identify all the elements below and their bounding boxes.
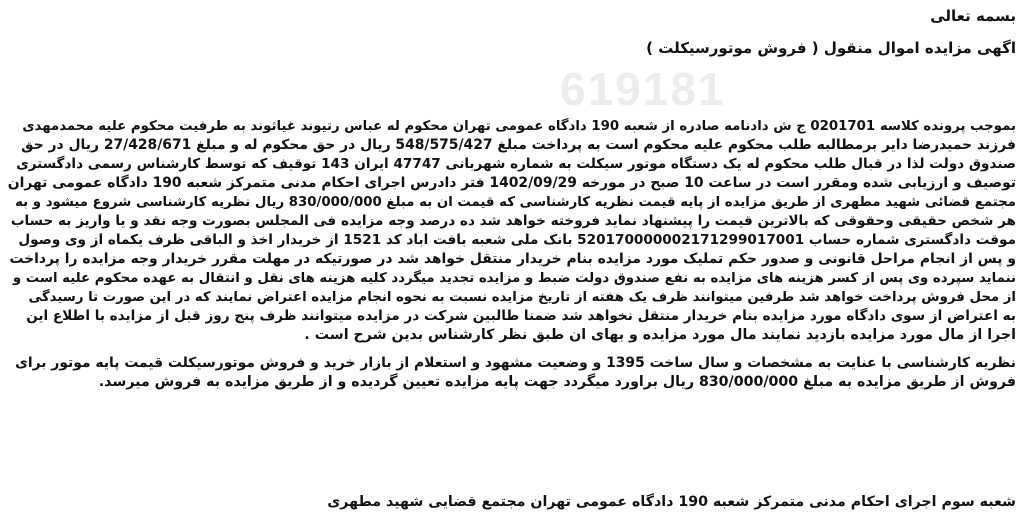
header-line-1: بسمه تعالی <box>930 7 1016 25</box>
paragraph1-line: بموجب پرونده کلاسه 0201701 ج ش دادنامه صادره از شعبه 190 دادگاه عمومی تهران محکوم له عباس رتیوند غیاثوند به طرفیت محکوم علیه محمدمهدی <box>22 119 1016 134</box>
footer-line: شعبه سوم اجرای احکام مدنی متمرکز شعبه 190 دادگاه عمومی تهران مجتمع قضایی شهید مطهری <box>327 494 1016 510</box>
paragraph1-line: ننماید سپرده وی پس از کسر هزینه های مزایده به نفع صندوق دولت ضبط و مزایده تجدید میگردد کلیه هزینه های نقل و انتقال به عهده محکوم علیه است و <box>12 271 1016 286</box>
paragraph1-line: مجتمع قضائی شهید مطهری از طریق مزایده از پایه قیمت نظریه کارشناسی که قیمت ان به مبلغ 830/000/000 ریال نظریه کارشناسی شروع میشود و به <box>15 195 1016 210</box>
paragraph1-line: از محل فروش پرداخت خواهد شد طرفین میتوانند ظرف یک هفته از تاریخ مزایده نسبت به نحوه انجام مزایده اعتراض نمایند که در این صورت تا رسیدگی <box>28 290 1016 305</box>
paragraph1-line: صندوق دولت لذا در قبال طلب محکوم له یک دستگاه موتور سیکلت به شماره شهربانی 47747 ایران 143 توقیف که توسط کارشناس رسمی دادگستری <box>16 156 1016 172</box>
paragraph2-line: نظریه کارشناسی با عنایت به مشخصات و سال ساخت 1395 و وضعیت مشهود و استعلام از بازار خرید و فروش موتورسیکلت قیمت پایه موتور برای <box>15 355 1016 371</box>
paragraph1-line: موقت دادگستری شماره حساب 520170000002171299017001 بانک ملی شعبه بافت اباد کد 1521 از خریدار اخذ و الباقی ظرف یکماه از وی وصول <box>18 232 1016 248</box>
paragraph1-line: اجرا از مال مورد مزایده بازدید نمایند مال مورد مزایده و بهای ان طبق نظر کارشناس بدین شرح است . <box>304 327 1016 343</box>
paragraph2-line: فروش از طریق مزایده به مبلغ 830/000/000 ریال براورد میگردد جهت پایه مزایده تعیین گردیده و از طریق مزایده به فروش میرسد. <box>98 374 1016 390</box>
paragraph1-line: به اعتراض از سوی دادگاه مورد مزایده بنام خریدار منتقل نخواهد شد ضمنا طالبین شرکت در مزایده میتوانند ظرف پنج روز قبل از مزایده با اطلاع این <box>26 308 1016 324</box>
paragraph1-line: فرزند حمیدرضا دایر برمطالبه طلب محکوم علیه محکوم است به پرداخت مبلغ 548/575/427 ریال در حق محکوم له و مبلغ 27/428/671 ریال در حق <box>21 137 1016 153</box>
paragraph1-line: هر شخص حقیقی وحقوقی که بالاترین قیمت را پیشنهاد نماید فروخته خواهد شد ده درصد وجه مزایده فی المجلس بصورت وجه نقد و یا واریز به حساب <box>10 213 1016 229</box>
paragraph1-line: توصیف و ارزیابی شده ومقرر است در ساعت 10 صبح در مورخه 1402/09/29 فتر دادرس اجرای احکام مدنی متمرکز شعبه 190 دادگاه عمومی تهران <box>7 175 1016 191</box>
header-line-2: اگهی مزایده اموال منقول ( فروش موتورسیکلت ) <box>646 39 1016 57</box>
paragraph1-line: و پس از انجام مراحل قانونی و صدور حکم تملیک مورد مزایده بنام خریدار منتقل خواهد شد در صورتیکه در مهلت مقرر خریدار وجه مزایده را پرداخت <box>9 251 1016 267</box>
watermark: 619181 <box>560 63 726 115</box>
